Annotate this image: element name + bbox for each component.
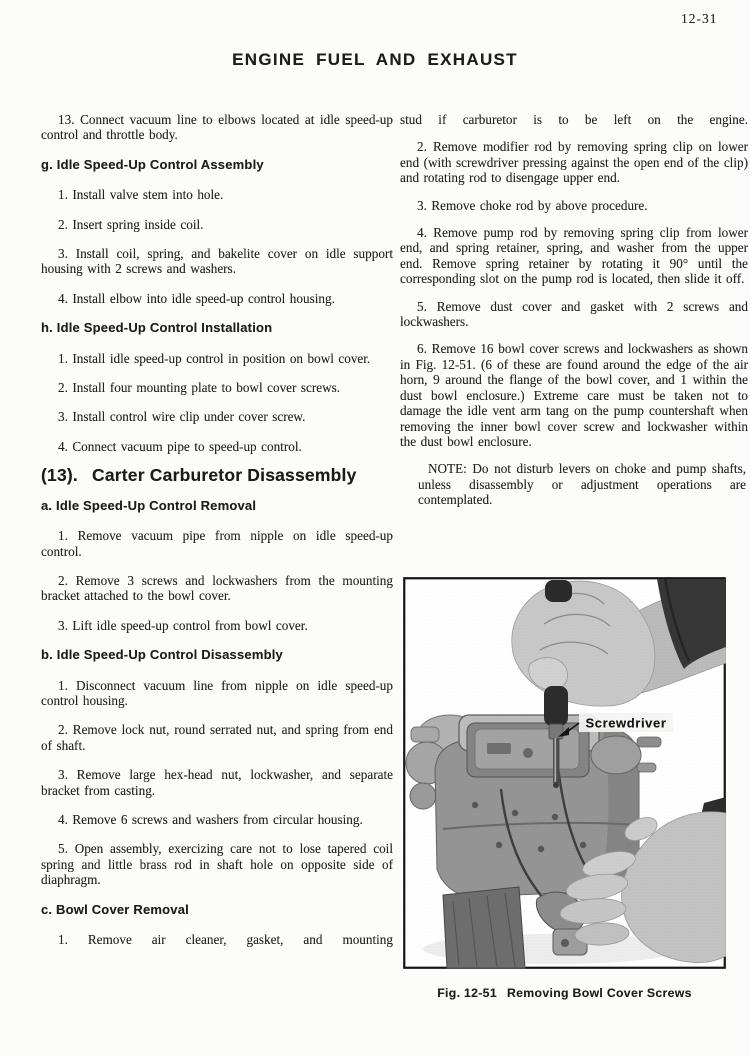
paragraph: 13. Connect vacuum line to elbows located at idle speed-up control and throttle body. — [41, 112, 393, 143]
paragraph: 3. Remove large hex-head nut, lockwasher, and separate bracket from casting. — [41, 767, 393, 798]
paragraph: 1. Install idle speed-up control in position on bowl cover. — [58, 350, 371, 366]
figure-caption-title: Removing Bowl Cover Screws — [506, 986, 692, 1000]
chapter-title: Carter Carburetor Disassembly — [91, 465, 357, 486]
paragraph: 2. Remove 3 screws and lockwashers from the mounting bracket attached to the bowl cover. — [41, 572, 393, 604]
paragraph: 6. Remove 16 bowl cover screws and lockwashers as shown in Fig. 12-51. (6 of these are found around the edge of the air horn, 9 around the flange of the bowl cover, and 1 within the dust bowl enclosure.) Extreme care must be taken not to damage the idle vent arm tang on the pump countershaft when removing the inner bowl cover screw and lockwasher within the dust bowl enclosure. — [400, 341, 748, 449]
figure-12-51 — [403, 577, 726, 969]
paragraph: 5. Open assembly, exercizing care not to lose tapered coil spring and little brass rod in shaft hole on opposite side of diaphragm. — [41, 841, 393, 888]
section-heading: h. Idle Speed-Up Control Installation — [41, 320, 273, 336]
paragraph: 1. Remove vacuum pipe from nipple on idle speed-up control. — [41, 528, 393, 559]
paragraph: 3. Remove choke rod by above procedure. — [417, 197, 648, 213]
column-right — [400, 108, 748, 520]
paragraph: 2. Insert spring inside coil. — [58, 216, 204, 232]
paragraph: 2. Remove modifier rod by removing spring clip on lower end (with screwdriver pressing against the open end of the clip) and rotating rod to disengage upper end. — [400, 139, 748, 186]
paragraph: 3. Install coil, spring, and bakelite cover on idle support housing with 2 screws and washers. — [41, 246, 393, 277]
section-heading: b. Idle Speed-Up Control Disassembly — [41, 647, 283, 663]
paragraph: 4. Connect vacuum pipe to speed-up control. — [58, 438, 302, 454]
paragraph: 4. Remove pump rod by removing spring clip from lower end, and spring retainer, spring, and washer from the upper end. Remove spring retainer by rotating it 90° until the corresponding slot on the pump rod is located, then slide it off. — [400, 225, 748, 287]
paragraph: 3. Install control wire clip under cover screw. — [58, 409, 306, 425]
paragraph-continuation: stud if carburetor is to be left on the engine. — [400, 112, 748, 127]
paragraph: 2. Install four mounting plate to bowl cover screws. — [58, 380, 341, 396]
paragraph: 1. Install valve stem into hole. — [58, 187, 224, 203]
section-heading: c. Bowl Cover Removal — [41, 901, 189, 917]
paragraph: 1. Remove air cleaner, gasket, and mounting — [58, 932, 393, 947]
note: NOTE: Do not disturb levers on choke and pump shafts, unless disassembly or adjustment operations are contemplated. — [418, 461, 746, 508]
chapter-heading — [41, 465, 393, 486]
column-left — [41, 108, 393, 961]
paragraph: 1. Disconnect vacuum line from nipple on idle speed-up control housing. — [41, 677, 393, 708]
section-heading: g. Idle Speed-Up Control Assembly — [41, 156, 264, 172]
figure-illustration — [403, 577, 726, 969]
section-heading: a. Idle Speed-Up Control Removal — [41, 497, 257, 513]
paragraph: 4. Install elbow into idle speed-up control housing. — [58, 290, 335, 306]
figure-caption — [403, 986, 726, 1000]
chapter-number: (13). — [41, 465, 78, 486]
page-number: 12-31 — [681, 11, 718, 26]
page-title: ENGINE FUEL AND EXHAUST — [232, 50, 518, 69]
screwdriver-label-text: Screwdriver — [585, 715, 667, 731]
paragraph: 4. Remove 6 screws and washers from circular housing. — [58, 811, 363, 827]
paragraph: 3. Lift idle speed-up control from bowl cover. — [58, 617, 308, 633]
paragraph: 2. Remove lock nut, round serrated nut, and spring from end of shaft. — [41, 722, 393, 753]
paragraph: 5. Remove dust cover and gasket with 2 screws and lockwashers. — [400, 298, 748, 330]
figure-caption-number: Fig. 12-51 — [437, 986, 497, 1000]
